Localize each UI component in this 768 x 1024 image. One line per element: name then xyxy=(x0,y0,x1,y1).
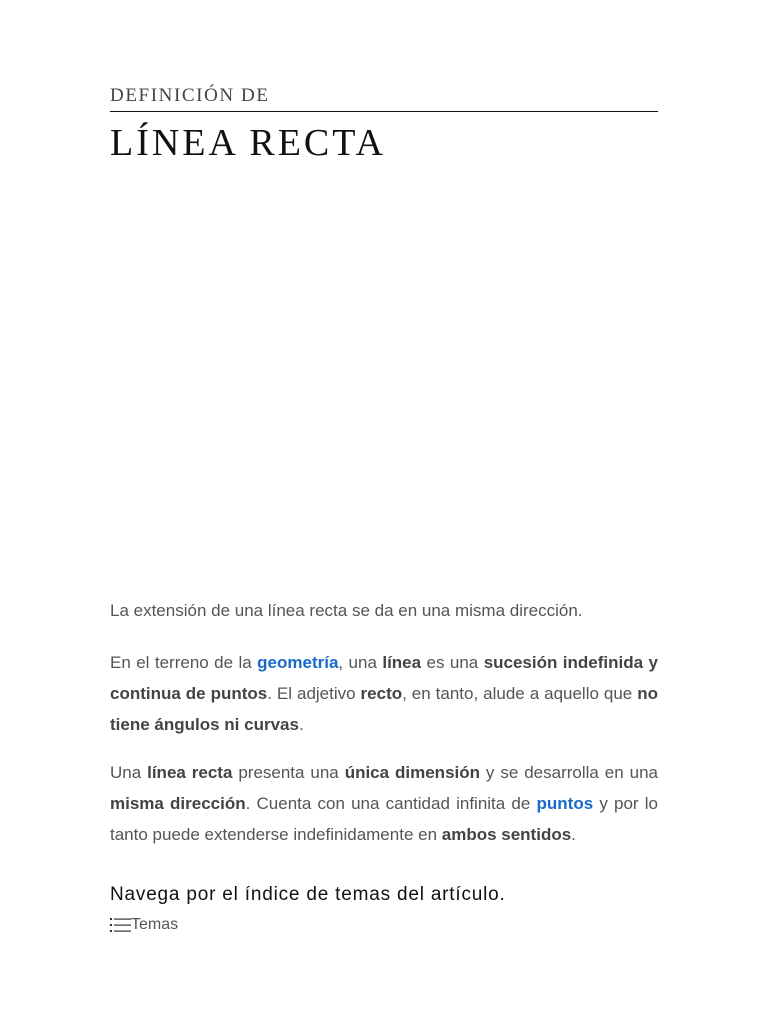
text-segment: y se desarrolla en una xyxy=(480,763,658,782)
bold-term-misma-direccion: misma dirección xyxy=(110,794,246,813)
text-segment: Una xyxy=(110,763,148,782)
bold-term-linea: línea xyxy=(382,653,422,672)
text-segment: . xyxy=(571,825,576,844)
bold-term-ambos-sentidos: ambos sentidos xyxy=(441,825,572,844)
featured-image-placeholder xyxy=(110,180,658,580)
text-segment: En el terreno de la xyxy=(110,653,258,672)
link-geometria[interactable]: geometría xyxy=(257,653,339,672)
text-segment: . El adjetivo xyxy=(267,684,361,703)
paragraph-definition xyxy=(110,647,658,740)
article-body xyxy=(110,599,658,850)
toc-prompt: Navega por el índice de temas del artículo. xyxy=(110,884,506,905)
paragraph-dimension xyxy=(110,757,658,850)
text-segment: . xyxy=(298,715,304,734)
toc-label: Temas xyxy=(131,916,179,933)
bold-term-sucesion: sucesión indefinida y continua de puntos xyxy=(110,653,658,703)
header-divider xyxy=(110,111,658,112)
bold-term-angulos: no tiene ángulos ni curvas xyxy=(110,684,658,734)
text-segment: es una xyxy=(421,653,484,672)
text-segment: , una xyxy=(338,653,383,672)
link-puntos[interactable]: puntos xyxy=(536,794,594,813)
page-title: LÍNEA RECTA xyxy=(110,122,386,164)
bold-term-unica-dimension: única dimensión xyxy=(344,763,481,782)
text-segment: presenta una xyxy=(232,763,345,782)
text-segment: y por lo tanto puede extenderse indefinidamente en xyxy=(110,794,658,844)
toc-toggle-button[interactable] xyxy=(110,914,178,936)
definition-kicker: DEFINICIÓN DE xyxy=(110,85,270,106)
bold-term-linea-recta: línea recta xyxy=(147,763,233,782)
text-segment: . Cuenta con una cantidad infinita de xyxy=(245,794,537,813)
text-segment: , en tanto, alude a aquello que xyxy=(402,684,638,703)
article-header xyxy=(110,84,658,190)
image-caption: La extensión de una línea recta se da en una misma dirección. xyxy=(110,601,583,620)
bold-term-recto: recto xyxy=(360,684,403,703)
list-icon xyxy=(110,917,131,933)
